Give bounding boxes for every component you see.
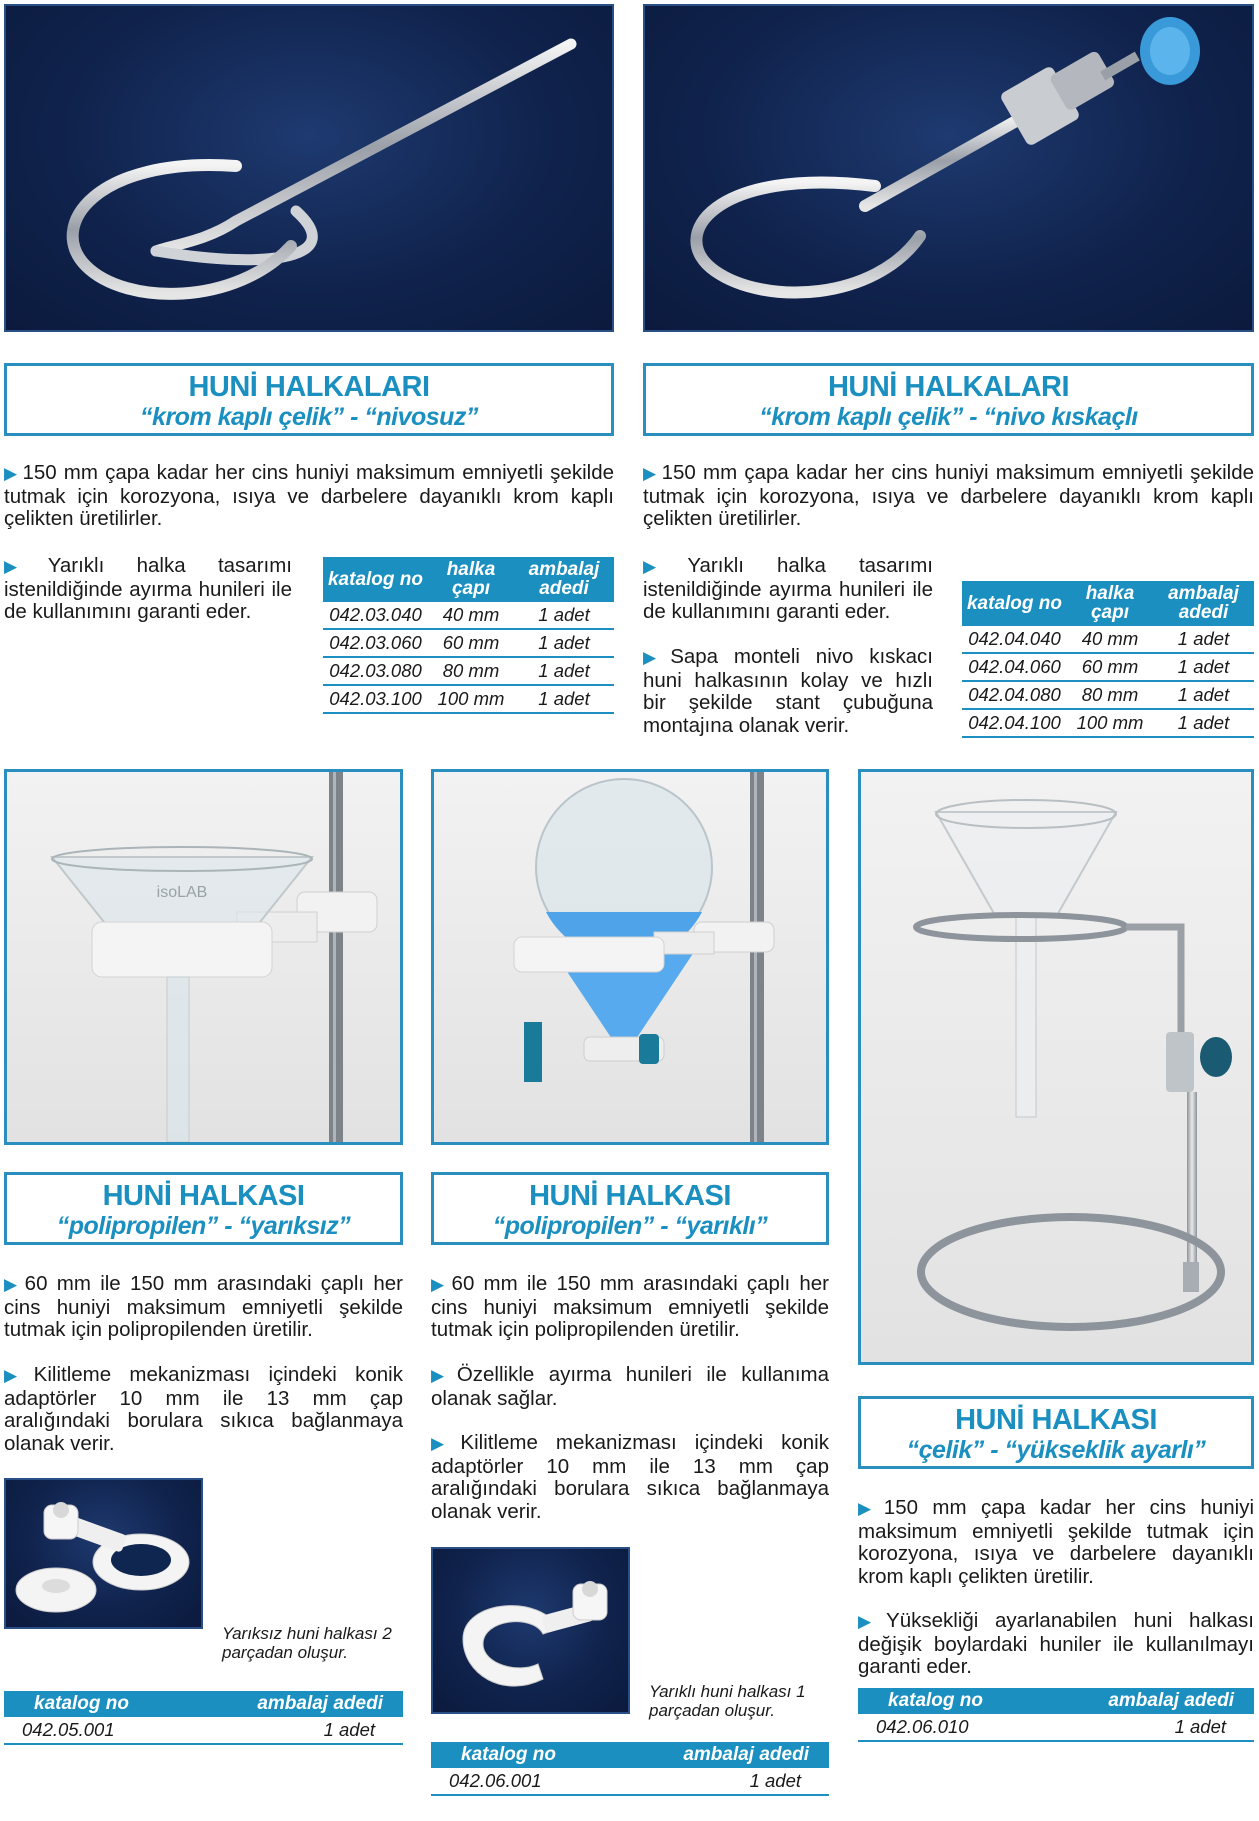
description-paragraph: ▶ Yarıklı halka tasarımı istenildiğinde ayırma hunileri ile de kullanımını garanti eder. [643,554,933,623]
triangle-right-icon: ▶ [431,1366,453,1385]
photo-pp-ring-yariksiz-parts [4,1478,203,1629]
triangle-right-icon: ▶ [431,1434,457,1453]
table-header: katalog no [431,1742,670,1768]
title-box-steel-height [858,1396,1254,1469]
table-header: katalog no [858,1688,1096,1714]
table-header: ambalaj adedi [243,1691,403,1717]
table-row: 042.03.100 100 mm 1 adet [323,685,614,713]
description-paragraph: ▶ Yarıklı halka tasarımı istenildiğinde ayırma hunileri ile de kullanımını garanti eder. [4,554,292,623]
table-row: 042.04.100 100 mm 1 adet [962,709,1254,737]
table-row: 042.03.080 80 mm 1 adet [323,657,614,685]
table-row: 042.03.060 60 mm 1 adet [323,629,614,657]
table-header: halka çapı [1067,581,1153,626]
description-paragraph: ▶ Kilitleme mekanizması içindeki konik adaptörler 10 mm ile 13 mm çap aralığındaki borulara sıkıca bağlanmaya olanak verir. [4,1363,403,1455]
table-header: ambalaj adedi [1153,581,1254,626]
catalog-table [4,1691,403,1745]
table-row: 042.05.001 1 adet [4,1717,403,1744]
description-paragraph: ▶ Kilitleme mekanizması içindeki konik adaptörler 10 mm ile 13 mm çap aralığındaki borulara sıkıca bağlanmaya olanak verir. [431,1431,829,1523]
part-note: Yarıksız huni halkası 2 parçadan oluşur. [222,1624,392,1662]
description-paragraph: ▶ 150 mm çapa kadar her cins huniyi maksimum emniyetli şekilde tutmak için korozyona, ısıya ve darbelere dayanıklı krom kaplı çelikten üretilirler. [4,461,614,530]
part-note: Yarıklı huni halkası 1 parçadan oluşur. [649,1682,806,1720]
description-paragraph: ▶ Sapa monteli nivo kıskacı huni halkasının kolay ve hızlı bir şekilde stant çubuğuna montajına olanak verir. [643,645,934,737]
product-subtitle: “çelik” - “yükseklik ayarlı” [906,1436,1206,1464]
title-box-nivosuz [4,363,614,436]
triangle-right-icon: ▶ [4,1275,21,1294]
photo-pp-ring-yarikli [431,769,829,1145]
table-header: ambalaj adedi [1096,1688,1254,1714]
product-subtitle: “krom kaplı çelik” - “nivosuz” [140,403,478,431]
table-row: 042.04.080 80 mm 1 adet [962,681,1254,709]
table-row: 042.06.001 1 adet [431,1768,829,1795]
table-row: 042.06.010 1 adet [858,1714,1254,1741]
description-paragraph: ▶ 150 mm çapa kadar her cins huniyi maksimum emniyetli şekilde tutmak için korozyona, ısıya ve darbelere dayanıklı krom kaplı çelikten üretilirler. [643,461,1254,530]
title-box-nivo-kiskacli [643,363,1254,436]
triangle-right-icon: ▶ [643,464,658,483]
triangle-right-icon: ▶ [4,464,19,483]
catalog-table [323,557,614,714]
table-header: ambalaj adedi [514,557,614,602]
triangle-right-icon: ▶ [643,648,667,667]
triangle-right-icon: ▶ [858,1499,880,1518]
title-box-pp-yariksiz [4,1172,403,1245]
brand-text: isoLAB [156,884,208,901]
catalog-table [431,1742,829,1796]
catalog-table [962,581,1254,738]
description-paragraph: ▶ 60 mm ile 150 mm arasındaki çaplı her cins huniyi maksimum emniyetli şekilde tutmak için polipropilenden üretilir. [431,1272,829,1341]
table-row: 042.04.060 60 mm 1 adet [962,653,1254,681]
photo-steel-ring-height [858,769,1254,1365]
product-title: HUNİ HALKASI [955,1404,1157,1436]
description-paragraph: ▶ 150 mm çapa kadar her cins huniyi maksimum emniyetli şekilde tutmak için korozyona, ısıya ve darbelere dayanıklı krom kaplı çelikten üretilir. [858,1496,1254,1588]
catalog-table [858,1688,1254,1742]
photo-ring-nivo-kiskacli [643,4,1254,332]
photo-pp-ring-yariksiz [4,769,403,1145]
triangle-right-icon: ▶ [431,1275,448,1294]
triangle-right-icon: ▶ [4,1366,30,1385]
table-header: halka çapı [428,557,514,602]
table-header: katalog no [323,557,428,602]
triangle-right-icon: ▶ [4,557,44,576]
table-row: 042.04.040 40 mm 1 adet [962,626,1254,653]
product-title: HUNİ HALKALARI [827,371,1070,403]
photo-pp-ring-yarikli-part [431,1547,630,1714]
product-title: HUNİ HALKALARI [188,371,430,403]
product-title: HUNİ HALKASI [102,1180,305,1212]
product-subtitle: “krom kaplı çelik” - “nivo kıskaçlı [759,403,1138,431]
description-paragraph: ▶ 60 mm ile 150 mm arasındaki çaplı her cins huniyi maksimum emniyetli şekilde tutmak için polipropilenden üretilir. [4,1272,403,1341]
table-header: ambalaj adedi [670,1742,829,1768]
table-header: katalog no [962,581,1067,626]
table-header: katalog no [4,1691,243,1717]
product-title: HUNİ HALKASI [529,1180,731,1212]
description-paragraph: ▶ Yüksekliği ayarlanabilen huni halkası değişik boylardaki huniler ile kullanılmayı garanti eder. [858,1609,1254,1678]
photo-ring-nivosuz [4,4,614,332]
description-paragraph: ▶ Özellikle ayırma hunileri ile kullanıma olanak sağlar. [431,1363,829,1410]
product-subtitle: “polipropilen” - “yarıksız” [56,1212,351,1240]
triangle-right-icon: ▶ [643,557,684,576]
product-subtitle: “polipropilen” - “yarıklı” [492,1212,768,1240]
triangle-right-icon: ▶ [858,1612,883,1631]
title-box-pp-yarikli [431,1172,829,1245]
table-row: 042.03.040 40 mm 1 adet [323,602,614,629]
